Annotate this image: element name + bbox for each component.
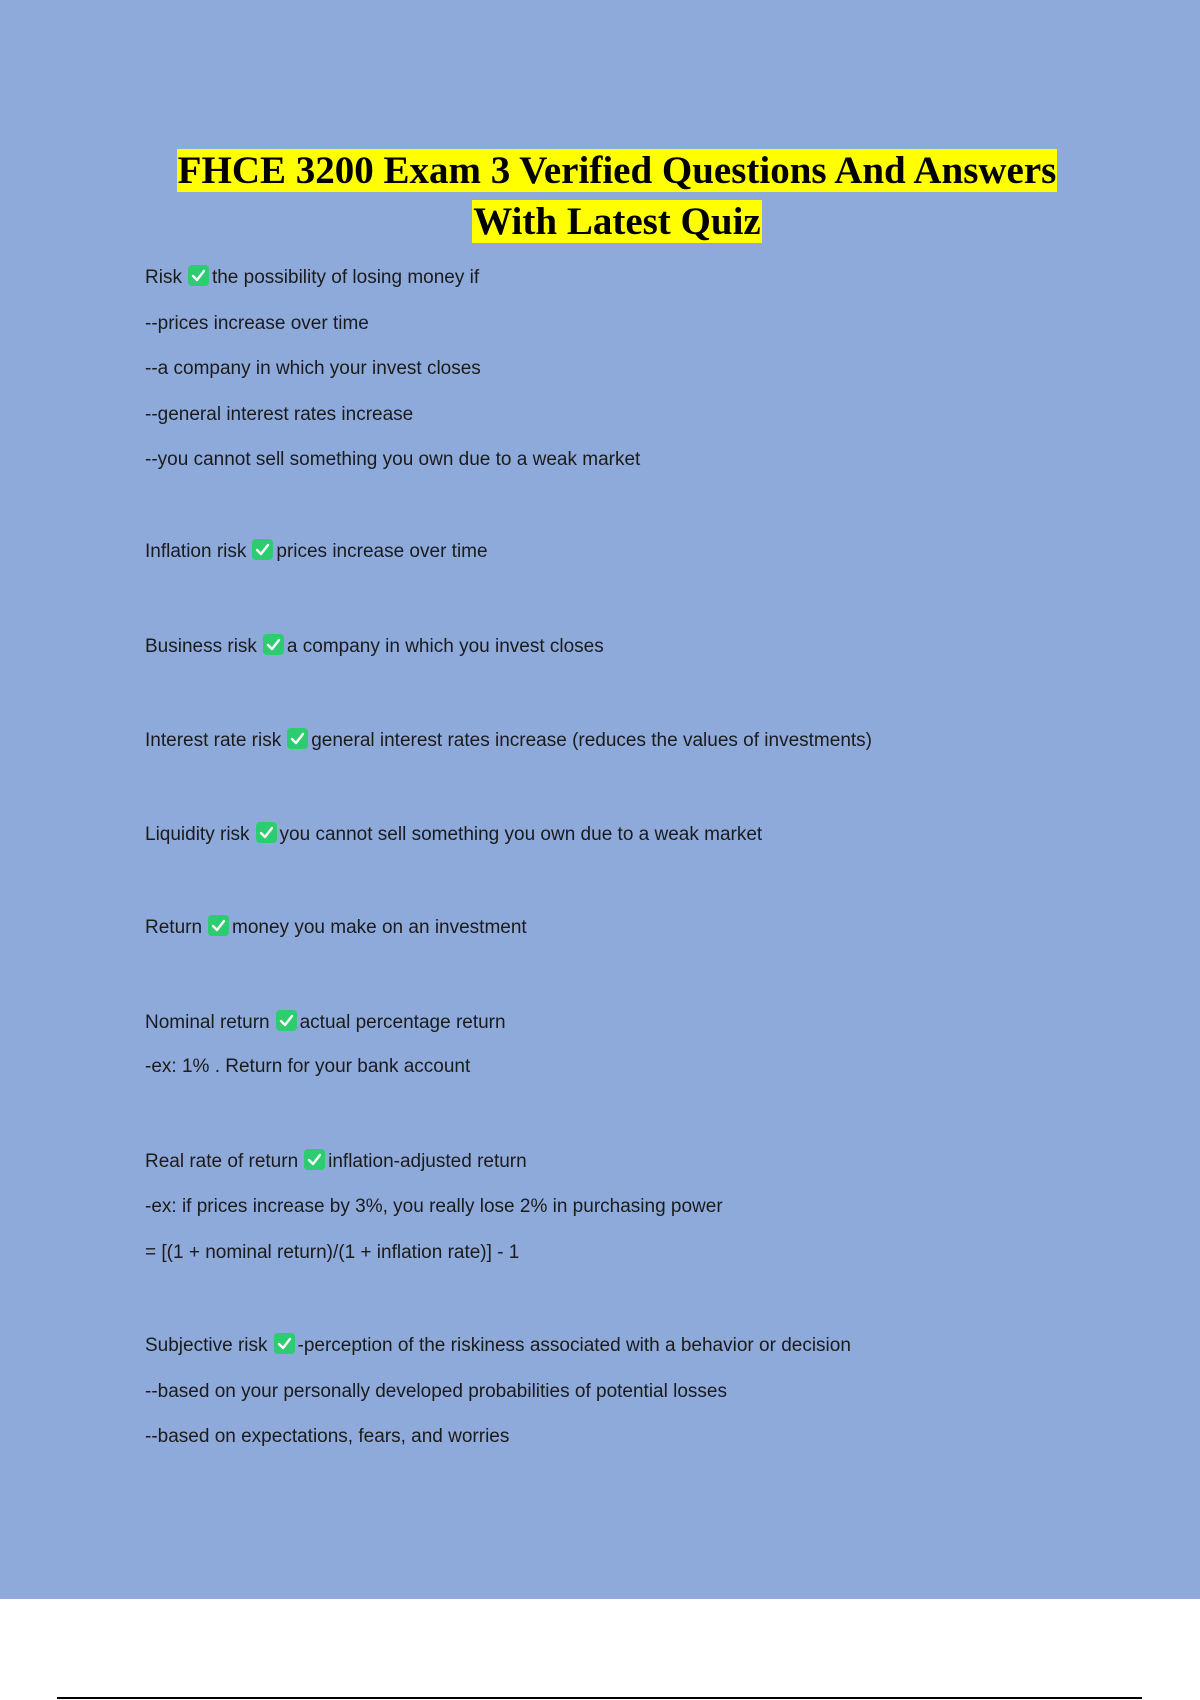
detail-line: --general interest rates increase [145,404,414,425]
detail-line: -ex: 1% . Return for your bank account [145,1056,471,1077]
title-line-1: FHCE 3200 Exam 3 Verified Questions And Answers [177,149,1057,192]
check-mark-icon [256,822,277,843]
check-mark-icon [188,265,209,286]
term: Nominal return [145,1012,270,1033]
detail-line: -ex: if prices increase by 3%, you really lose 2% in purchasing power [145,1196,723,1217]
term: Subjective risk [145,1335,268,1356]
term-line [145,1147,527,1177]
check-mark-icon [252,539,273,560]
check-mark-icon [276,1010,297,1031]
document-title [0,145,1200,247]
term: Inflation risk [145,541,247,562]
detail-line: --based on expectations, fears, and worries [145,1426,510,1447]
term: Return [145,917,203,938]
footer-divider [57,1697,1142,1699]
term-line [145,726,872,756]
check-mark-icon [287,728,308,749]
term: Interest rate risk [145,730,282,751]
term: Business risk [145,636,257,657]
definition: -perception of the riskiness associated with a behavior or decision [297,1335,851,1356]
term-line [145,537,488,567]
term-line [145,913,527,943]
definition: inflation-adjusted return [328,1151,527,1172]
term-line [145,263,479,293]
term: Risk [145,267,182,288]
check-mark-icon [304,1149,325,1170]
detail-line: --a company in which your invest closes [145,358,481,379]
definition: actual percentage return [299,1012,506,1033]
term-line [145,820,762,850]
term-line [145,632,604,662]
term-line [145,1008,506,1038]
check-mark-icon [263,634,284,655]
detail-line: = [(1 + nominal return)/(1 + inflation rate)] - 1 [145,1242,520,1263]
detail-line: --prices increase over time [145,313,369,334]
definition: prices increase over time [276,541,488,562]
definition: money you make on an investment [232,917,527,938]
term: Real rate of return [145,1151,299,1172]
check-mark-icon [208,915,229,936]
term-line [145,1331,851,1361]
term: Liquidity risk [145,824,250,845]
title-line-2: With Latest Quiz [473,200,761,243]
detail-line: --you cannot sell something you own due to a weak market [145,449,641,470]
definition: the possibility of losing money if [211,267,480,288]
definition: a company in which you invest closes [286,636,604,657]
definition: you cannot sell something you own due to a weak market [279,824,763,845]
detail-line: --based on your personally developed probabilities of potential losses [145,1381,727,1402]
definition: general interest rates increase (reduces the values of investments) [311,730,872,751]
check-mark-icon [274,1333,295,1354]
